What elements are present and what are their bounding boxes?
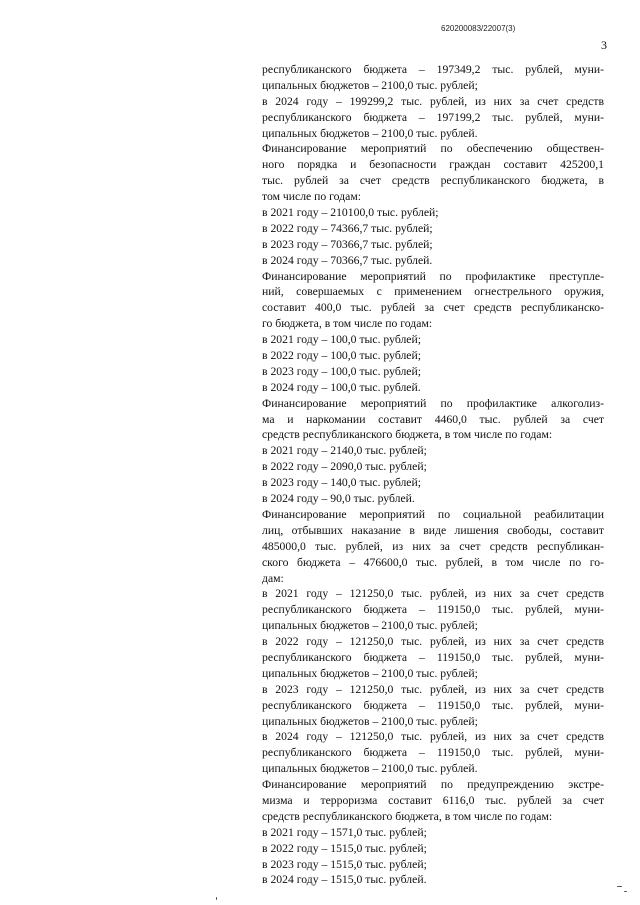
text-line: республиканского бюджета – 197349,2 тыс. рублей, муни- [262, 63, 604, 76]
text-line: в 2024 году – 121250,0 тыс. рублей, из них за счет средств [262, 730, 604, 744]
text-line: республиканского бюджета – 119150,0 тыс. рублей, муни- [262, 603, 604, 617]
text-line: ма и наркомании составит 4460,0 тыс. рублей за счет [262, 412, 604, 426]
text-line: Финансирование мероприятий по социальной реабилитации [262, 507, 604, 521]
scan-speck [216, 897, 217, 900]
text-line: в 2024 году – 100,0 тыс. рублей. [262, 380, 421, 394]
text-line: в 2021 году – 1571,0 тыс. рублей; [262, 825, 427, 839]
scan-speck [624, 891, 627, 892]
text-line: ципальных бюджетов – 2100,0 тыс. рублей; [262, 714, 478, 728]
text-line: ного порядка и безопасности граждан составит 425200,1 [262, 158, 604, 172]
document-id: 620200083/22007(3) [441, 24, 516, 33]
body-text [262, 62, 604, 888]
text-line: составит 400,0 тыс. рублей за счет средств республиканско- [262, 301, 604, 315]
text-line: в 2023 году – 140,0 тыс. рублей; [262, 476, 421, 490]
page-number: 3 [601, 38, 607, 52]
text-line: ского бюджета – 476600,0 тыс. рублей, в том числе по го- [262, 555, 604, 569]
text-line: ципальных бюджетов – 2100,0 тыс. рублей. [262, 126, 478, 140]
scan-speck [617, 886, 622, 887]
text-line: в 2021 году – 100,0 тыс. рублей; [262, 333, 421, 347]
text-line: том числе по годам: [262, 190, 361, 204]
text-line: в 2022 году – 2090,0 тыс. рублей; [262, 460, 427, 474]
text-line: ципальных бюджетов – 2100,0 тыс. рублей; [262, 78, 478, 92]
text-line: в 2024 году – 199299,2 тыс. рублей, из них за счет средств [262, 94, 604, 108]
text-line: 485000,0 тыс. рублей, из них за счет средств республикан- [262, 539, 604, 553]
text-line: в 2023 году – 70366,7 тыс. рублей; [262, 237, 433, 251]
text-line: ний, совершаемых с применением огнестрельного оружия, [262, 285, 604, 299]
text-line: в 2022 году – 74366,7 тыс. рублей; [262, 221, 433, 235]
text-line: Финансирование мероприятий по предупреждению экстре- [262, 778, 604, 792]
text-line: ципальных бюджетов – 2100,0 тыс. рублей; [262, 666, 478, 680]
text-line: в 2023 году – 121250,0 тыс. рублей, из них за счет средств [262, 682, 604, 696]
text-line: в 2024 году – 90,0 тыс. рублей. [262, 492, 415, 506]
text-line: в 2023 году – 100,0 тыс. рублей; [262, 364, 421, 378]
text-line: дам: [262, 571, 284, 585]
text-line: в 2022 году – 1515,0 тыс. рублей; [262, 841, 427, 855]
text-line: средств республиканского бюджета, в том числе по годам: [262, 428, 553, 442]
text-line: республиканского бюджета – 197199,2 тыс. рублей, муни- [262, 110, 604, 124]
text-line: Финансирование мероприятий по профилактике алкоголиз- [262, 396, 604, 410]
text-line: мизма и терроризма составит 6116,0 тыс. рублей за счет [262, 793, 604, 807]
text-line: в 2021 году – 210100,0 тыс. рублей; [262, 206, 439, 220]
text-line: республиканского бюджета – 119150,0 тыс. рублей, муни- [262, 698, 604, 712]
text-line: ципальных бюджетов – 2100,0 тыс. рублей. [262, 762, 478, 776]
text-line: в 2021 году – 121250,0 тыс. рублей, из них за счет средств [262, 587, 604, 601]
text-line: в 2022 году – 100,0 тыс. рублей; [262, 349, 421, 363]
text-line: республиканского бюджета – 119150,0 тыс. рублей, муни- [262, 746, 604, 760]
text-line: Финансирование мероприятий по обеспечению обществен- [262, 142, 604, 156]
text-line: в 2024 году – 1515,0 тыс. рублей. [262, 873, 427, 887]
text-line: лиц, отбывших наказание в виде лишения свободы, составит [262, 523, 604, 537]
text-line: тыс. рублей за счет средств республиканского бюджета, в [262, 174, 604, 188]
text-line: в 2021 году – 2140,0 тыс. рублей; [262, 444, 427, 458]
text-line: в 2024 году – 70366,7 тыс. рублей. [262, 253, 433, 267]
text-line: Финансирование мероприятий по профилактике преступле- [262, 269, 604, 283]
text-line: в 2022 году – 121250,0 тыс. рублей, из них за счет средств [262, 635, 604, 649]
text-line: средств республиканского бюджета, в том числе по годам: [262, 809, 553, 823]
text-line: го бюджета, в том числе по годам: [262, 317, 433, 331]
text-line: ципальных бюджетов – 2100,0 тыс. рублей; [262, 619, 478, 633]
text-line: республиканского бюджета – 119150,0 тыс. рублей, муни- [262, 650, 604, 664]
text-line: в 2023 году – 1515,0 тыс. рублей; [262, 857, 427, 871]
